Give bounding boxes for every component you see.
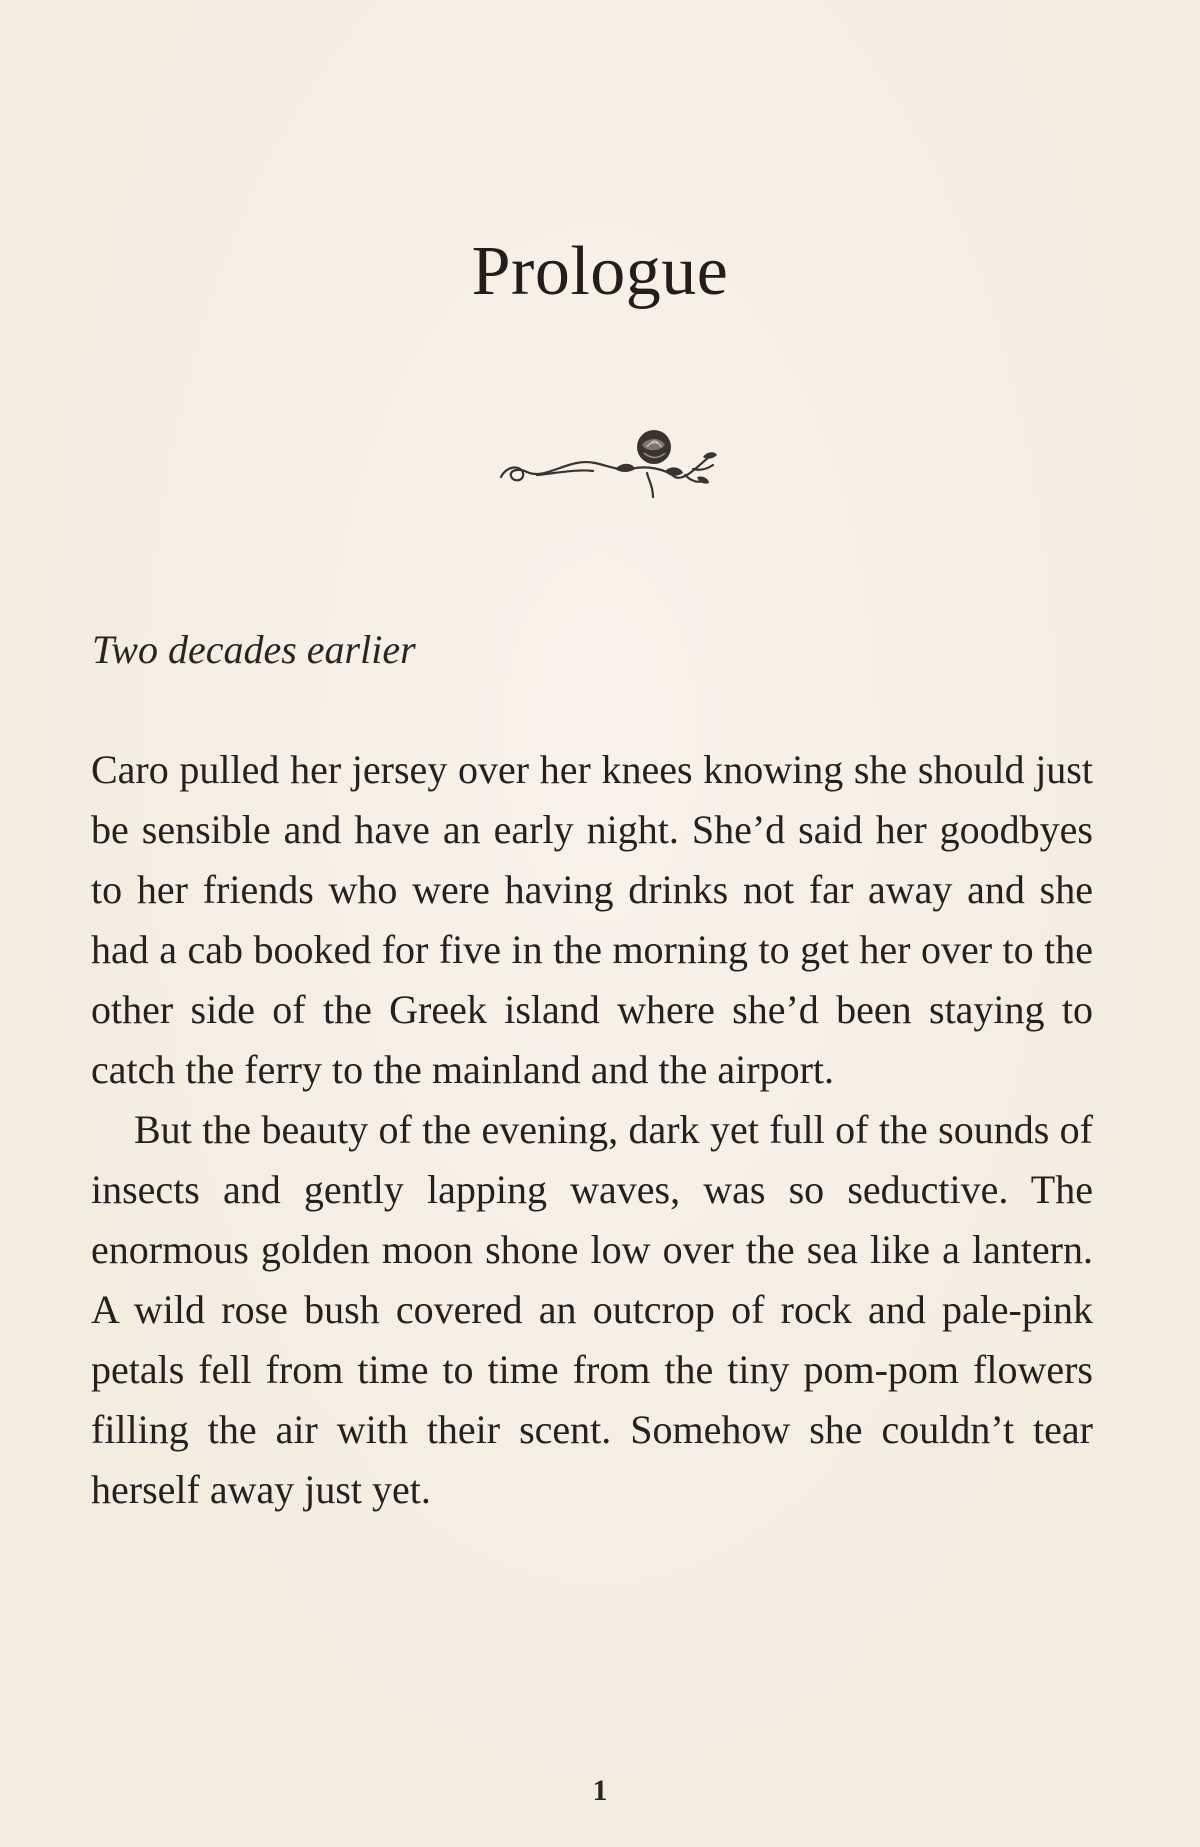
- chapter-subheading: Two decades earlier: [92, 627, 416, 672]
- rose-flourish-icon: [497, 425, 723, 505]
- chapter-title: Prologue: [471, 233, 729, 310]
- page-number: 1: [592, 1774, 608, 1807]
- paragraph: But the beauty of the evening, dark yet full of the sounds of insects and gently lapping waves, was so seductive. The enormous golden moon shone low over the sea like a lantern. A wild rose bush covered an outcrop of rock and pale-pink petals fell from time to time from the tiny pom-pom flowers filling the air with their scent. Somehow she couldn’t tear herself away just yet.: [91, 1107, 1093, 1512]
- paragraph: Caro pulled her jersey over her knees knowing she should just be sensible and have an early night. She’d said her goodbyes to her friends who were having drinks not far away and she had a cab booked for five in the morning to get her over to the other side of the Greek island where she’d been staying to catch the ferry to the mainland and the airport.: [91, 747, 1093, 1092]
- chapter-body: [91, 740, 1093, 1520]
